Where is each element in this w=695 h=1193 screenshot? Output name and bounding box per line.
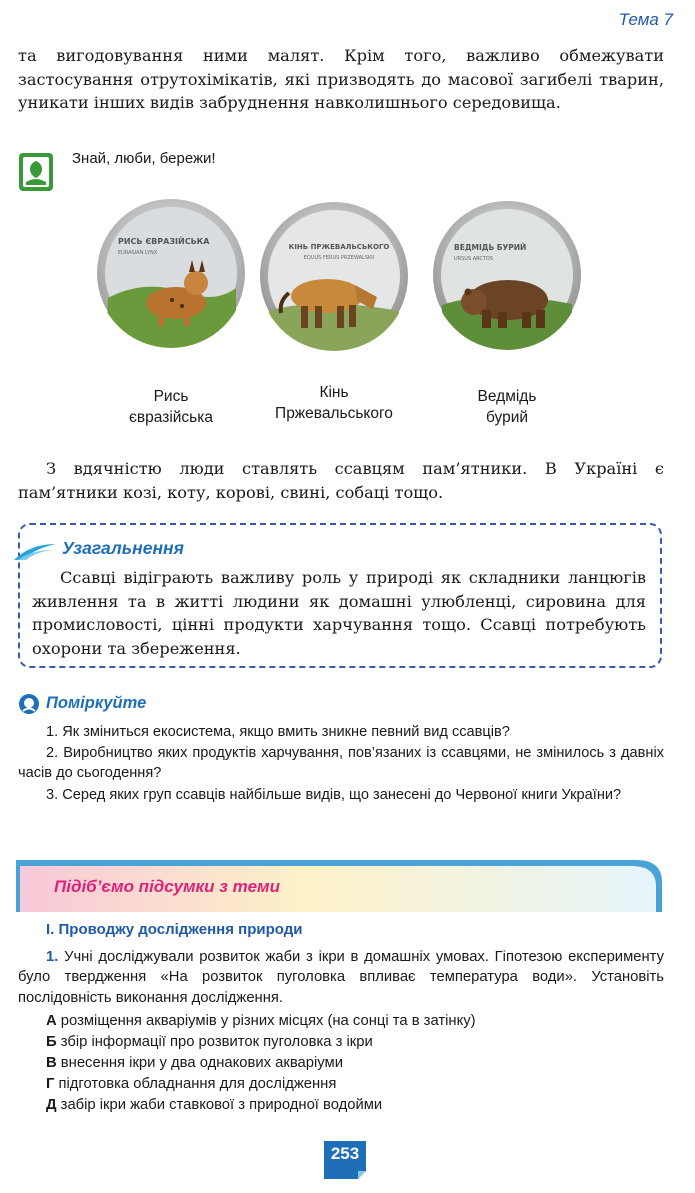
step-a-letter: А: [46, 1013, 57, 1029]
step-v-text: внесення ікри у два однакових акваріуми: [56, 1055, 343, 1071]
leaf-hand-icon: [18, 152, 54, 192]
know-love-protect-title: Знай, люби, бережи!: [72, 150, 216, 167]
step-v: [46, 1053, 343, 1073]
step-b-text: збір інформації про розвиток пуголовка з ікри: [56, 1034, 373, 1050]
monuments-paragraph: З вдячністю люди ставлять ссавцям пам’ятники. В Україні є пам’ятники козі, коту, корові, свині, собаці тощо.: [18, 459, 664, 502]
horse-caption-line1: Кінь: [319, 384, 349, 401]
bear-caption: [447, 386, 567, 428]
swoosh-icon: [12, 540, 58, 562]
task-1-text: Учні досліджували розвиток жаби з ікри в домашніх умовах. Гіпотезою експерименту було твердження «На розвиток пуголовка впливає температура води». Установіть послідовність виконання дослідження.: [18, 949, 664, 1006]
think-question-2: 2. Виробництво яких продуктів харчування, пов’язаних із ссавцями, не змінилось з давніх часів до сьогодення?: [18, 745, 664, 781]
lynx-coin: [96, 198, 246, 348]
topic-summary-title: Підіб’ємо підсумки з теми: [54, 877, 280, 896]
horse-coin-label: КІНЬ ПРЖЕВАЛЬСЬКОГО: [288, 243, 390, 251]
summary-title: Узагальнення: [62, 538, 184, 558]
summary-text: Ссавці відіграють важливу роль у природі як складники ланцюгів живлення та в житті людини як домашні улюбленці, сировина для промисловості, цінні продукти харчування тощо. Ссавці потребують охорони та збереження.: [32, 568, 646, 658]
step-d-text: забір ікри жаби ставкової з природної водойми: [56, 1097, 383, 1113]
intro-paragraph: та вигодовування ними малят. Крім того, важливо обмежувати застосування отрутохімікатів, які призводять до масової загибелі тварин, уникати інших видів забруднення навколишнього середовища.: [18, 46, 664, 112]
step-v-letter: В: [46, 1055, 57, 1071]
bear-caption-line2: бурий: [485, 409, 529, 426]
step-g: [46, 1074, 336, 1094]
page-number: 253: [330, 1144, 360, 1163]
lynx-caption-line1: Рись: [153, 388, 189, 405]
bear-coin: [432, 200, 582, 350]
horse-coin: [259, 201, 409, 351]
section1-title: I. Проводжу дослідження природи: [46, 921, 303, 938]
think-question-3: 3. Серед яких груп ссавців найбільше видів, що занесені до Червоної книги України?: [46, 787, 622, 803]
step-d-letter: Д: [46, 1097, 57, 1113]
horse-caption-line2: Пржевальського: [275, 405, 393, 422]
step-d: [46, 1095, 382, 1115]
horse-coin-latin: EQUUS FERUS PRZEWALSKII: [303, 255, 375, 261]
bear-caption-line1: Ведмідь: [477, 388, 537, 405]
think-question-1: 1. Як зміниться екосистема, якщо вмить зникне певний вид ссавців?: [46, 724, 510, 740]
horse-caption: [259, 382, 409, 424]
task-1: [18, 947, 664, 1008]
lynx-caption: [106, 386, 236, 428]
step-b: [46, 1032, 373, 1052]
think-title: Поміркуйте: [46, 694, 147, 712]
idea-head-icon: [17, 693, 41, 715]
bear-coin-label: ВЕДМІДЬ БУРИЙ: [454, 243, 527, 252]
lynx-caption-line2: євразійська: [129, 409, 213, 426]
task-1-number: 1.: [46, 949, 59, 965]
topic-label: Тема 7: [618, 10, 673, 29]
step-g-letter: Г: [46, 1076, 55, 1092]
step-a: [46, 1011, 476, 1031]
step-g-text: підготовка обладнання для дослідження: [54, 1076, 337, 1092]
bear-coin-latin: URSUS ARCTOS: [454, 256, 494, 262]
lynx-coin-label: РИСЬ ЄВРАЗІЙСЬКА: [118, 237, 210, 246]
step-a-text: розміщення акваріумів у різних місцях (на сонці та в затінку): [56, 1013, 476, 1029]
step-b-letter: Б: [46, 1034, 57, 1050]
lynx-coin-latin: EURASIAN LYNX: [118, 250, 158, 256]
